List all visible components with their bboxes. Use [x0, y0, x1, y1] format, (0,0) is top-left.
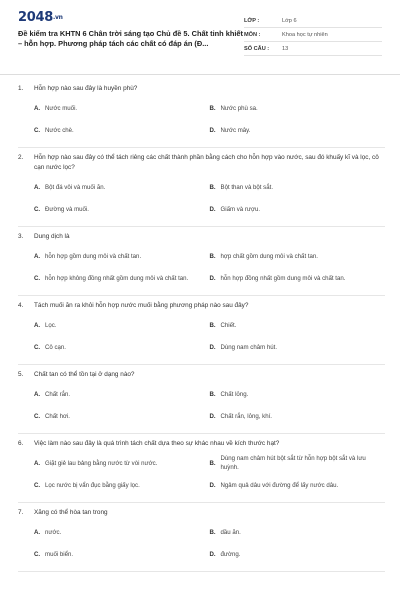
option-grid — [18, 521, 385, 565]
question-stem — [18, 508, 385, 518]
meta-row-count — [244, 42, 382, 56]
question-text: Chất tan có thể tồn tại ở dạng nào? — [34, 371, 135, 378]
option-text: Bột đá vôi và muối ăn. — [45, 183, 106, 191]
answer-option[interactable] — [210, 198, 386, 220]
question-item — [18, 296, 385, 365]
question-number: 6. — [18, 440, 24, 447]
meta-row-subject — [244, 28, 382, 42]
option-text: Ngâm quả dâu với đường để lấy nước dâu. — [220, 481, 339, 489]
option-letter: A. — [34, 459, 41, 467]
question-text: Xăng có thể hòa tan trong — [34, 509, 108, 516]
answer-option[interactable] — [210, 521, 386, 543]
option-letter: D. — [209, 550, 216, 558]
meta-label: LỚP : — [244, 17, 260, 24]
question-text: Việc làm nào sau đây là quá trình tách chất dựa theo sự khác nhau về kích thước hạt? — [34, 440, 280, 447]
answer-option[interactable] — [34, 452, 210, 474]
question-number: 1. — [18, 85, 24, 92]
option-letter: C. — [34, 481, 41, 489]
option-letter: D. — [209, 205, 216, 213]
meta-table — [244, 14, 382, 56]
answer-option[interactable] — [34, 267, 210, 289]
logo-main: 2048 — [18, 10, 53, 25]
header — [18, 0, 382, 72]
option-letter: C. — [34, 274, 41, 282]
question-stem — [18, 301, 385, 311]
option-letter: B. — [209, 183, 216, 191]
question-stem — [18, 370, 385, 380]
answer-option[interactable] — [34, 543, 210, 565]
question-item — [18, 365, 385, 434]
option-text: hợp chất gồm dung môi và chất tan. — [220, 252, 318, 260]
option-letter: B. — [209, 104, 216, 112]
question-text: Hỗn hợp nào sau đây có thể tách riêng các chất thành phần bằng cách cho hỗn hợp vào nước, sau đó khuấy kĩ và lọc, cô cạn nước lọc? — [34, 154, 379, 171]
question-stem — [18, 153, 385, 173]
option-text: Chất rắn, lỏng, khí. — [220, 412, 272, 420]
option-text: Chất hơi. — [45, 412, 70, 420]
answer-option[interactable] — [34, 198, 210, 220]
option-letter: B. — [209, 252, 216, 260]
option-grid — [18, 245, 385, 289]
option-text: Giấm và rượu. — [220, 205, 261, 213]
option-letter: B. — [209, 528, 216, 536]
option-text: dầu ăn. — [220, 528, 241, 536]
answer-option[interactable] — [210, 267, 386, 289]
option-text: hỗn hợp gồm dung môi và chất tan. — [45, 252, 142, 260]
option-letter: B. — [209, 321, 216, 329]
option-text: hỗn hợp đồng nhất gồm dung môi và chất tan. — [220, 274, 346, 282]
answer-option[interactable] — [34, 405, 210, 427]
option-text: Nước chè. — [45, 126, 74, 134]
answer-option[interactable] — [210, 383, 386, 405]
question-number: 4. — [18, 302, 24, 309]
answer-option[interactable] — [34, 474, 210, 496]
answer-option[interactable] — [210, 405, 386, 427]
question-item — [18, 227, 385, 296]
header-divider — [0, 74, 400, 75]
answer-option[interactable] — [34, 521, 210, 543]
option-text: Nước phù sa. — [220, 104, 258, 112]
answer-option[interactable] — [210, 314, 386, 336]
answer-option[interactable] — [34, 245, 210, 267]
answer-option[interactable] — [210, 543, 386, 565]
question-stem — [18, 232, 385, 242]
answer-option[interactable] — [34, 336, 210, 358]
option-text: Nước muối. — [45, 104, 78, 112]
option-letter: B. — [209, 390, 216, 398]
option-text: Lọc. — [45, 321, 57, 329]
option-grid — [18, 452, 385, 496]
logo-suffix: .vn — [52, 14, 63, 21]
option-letter: C. — [34, 126, 41, 134]
option-text: Cô cạn. — [45, 343, 67, 351]
option-letter: A. — [34, 183, 41, 191]
option-text: Lọc nước bị vẩn đục bằng giấy lọc. — [45, 481, 140, 489]
option-letter: C. — [34, 412, 41, 420]
option-grid — [18, 97, 385, 141]
question-item — [18, 434, 385, 503]
question-number: 7. — [18, 509, 24, 516]
option-letter: D. — [209, 126, 216, 134]
option-text: hỗn hợp không đồng nhất gồm dung môi và chất tan. — [45, 274, 189, 282]
question-item — [18, 503, 385, 572]
header-left — [18, 10, 243, 49]
option-text: Đường và muối. — [45, 205, 89, 213]
meta-value: Lớp 6 — [282, 17, 297, 24]
option-grid — [18, 314, 385, 358]
question-number: 3. — [18, 233, 24, 240]
document-title: Đề kiểm tra KHTN 6 Chân trời sáng tạo Chủ đề 5. Chất tinh khiết – hỗn hợp. Phương pháp tách các chất có đáp án (Đ... — [18, 29, 243, 48]
question-number: 5. — [18, 371, 24, 378]
option-text: nước. — [45, 528, 62, 536]
option-letter: A. — [34, 528, 41, 536]
meta-label: SỐ CÂU : — [244, 45, 270, 52]
question-text: Dung dịch là — [34, 233, 70, 240]
option-letter: A. — [34, 104, 41, 112]
option-text: Chất lỏng. — [220, 390, 249, 398]
option-grid — [18, 176, 385, 220]
answer-option[interactable] — [210, 245, 386, 267]
option-letter: D. — [209, 412, 216, 420]
answer-option[interactable] — [210, 119, 386, 141]
answer-option[interactable] — [34, 119, 210, 141]
question-list — [18, 79, 385, 572]
question-text: Hỗn hợp nào sau đây là huyền phù? — [34, 85, 138, 92]
option-text: Dùng nam châm hút bột sắt từ hỗn hợp bột sắt và lưu huỳnh. — [220, 455, 366, 471]
meta-label: MÔN : — [244, 31, 261, 38]
option-letter: D. — [209, 481, 216, 489]
question-text: Tách muối ăn ra khỏi hỗn hợp nước muối bằng phương pháp nào sau đây? — [34, 302, 249, 309]
question-item — [18, 79, 385, 148]
option-letter: C. — [34, 550, 41, 558]
site-logo[interactable] — [18, 10, 243, 25]
answer-option[interactable] — [210, 474, 386, 496]
option-letter: B. — [209, 459, 216, 467]
option-text: Nước mây. — [220, 126, 251, 134]
answer-option[interactable] — [210, 176, 386, 198]
answer-option[interactable] — [34, 97, 210, 119]
option-letter: D. — [209, 343, 216, 351]
option-text: Chất rắn. — [45, 390, 71, 398]
question-item — [18, 148, 385, 227]
option-text: Giặt giẻ lau bảng bằng nước từ vòi nước. — [45, 459, 158, 467]
option-letter: A. — [34, 252, 41, 260]
meta-value: Khoa học tự nhiên — [282, 31, 328, 38]
answer-option[interactable] — [34, 176, 210, 198]
answer-option[interactable] — [34, 383, 210, 405]
answer-option[interactable] — [210, 97, 386, 119]
option-text: Bột than và bột sắt. — [220, 183, 274, 191]
option-text: muối biển. — [45, 550, 74, 558]
option-letter: A. — [34, 390, 41, 398]
answer-option[interactable] — [210, 452, 386, 474]
option-text: Chiết. — [220, 321, 237, 329]
option-text: đường. — [220, 550, 241, 558]
option-grid — [18, 383, 385, 427]
question-stem — [18, 439, 385, 449]
option-letter: A. — [34, 321, 41, 329]
answer-option[interactable] — [34, 314, 210, 336]
question-number: 2. — [18, 154, 24, 161]
option-letter: C. — [34, 343, 41, 351]
answer-option[interactable] — [210, 336, 386, 358]
meta-row-class — [244, 14, 382, 28]
question-stem — [18, 84, 385, 94]
option-letter: D. — [209, 274, 216, 282]
option-text: Dùng nam châm hút. — [220, 343, 278, 351]
option-letter: C. — [34, 205, 41, 213]
meta-value: 13 — [282, 45, 289, 52]
